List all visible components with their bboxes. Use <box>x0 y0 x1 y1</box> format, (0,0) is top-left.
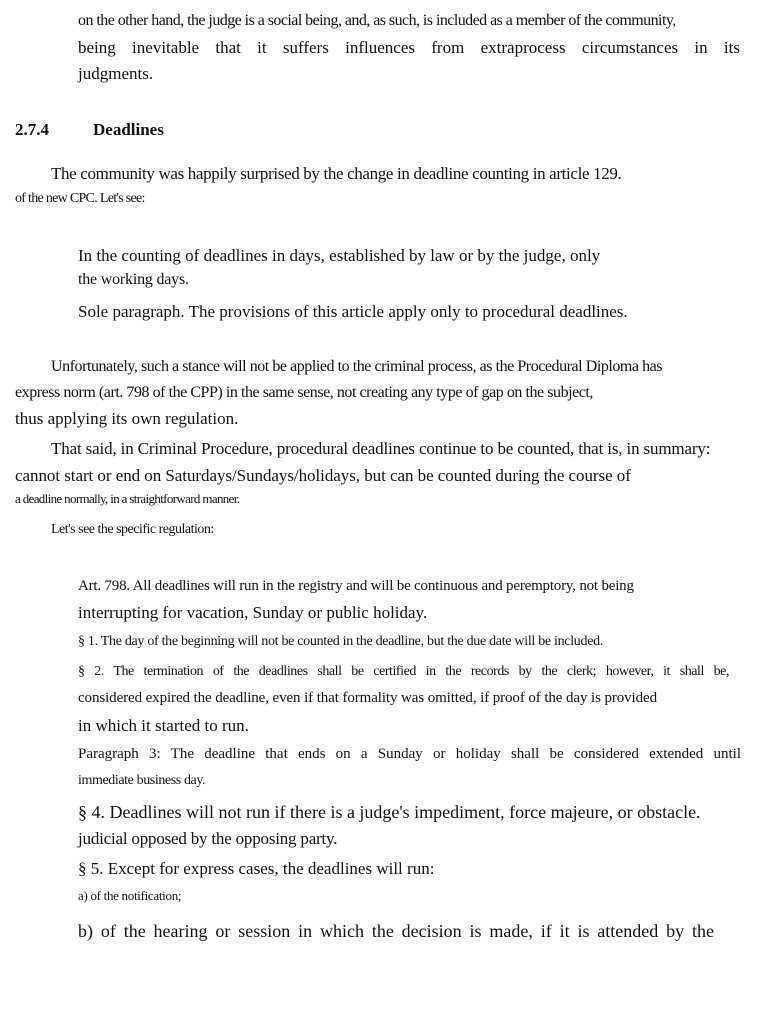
article-line-7: Paragraph 3: The deadline that ends on a Sunday or holiday shall be considered extended until <box>78 746 741 762</box>
section-number: 2.7.4 <box>15 120 49 139</box>
article-line-3: § 1. The day of the beginning will not be counted in the deadline, but the due date will be included. <box>78 634 604 649</box>
para1-line-1: The community was happily surprised by the change in deadline counting in article 129. <box>51 164 622 183</box>
article-line-5: considered expired the deadline, even if that formality was omitted, if proof of the day is provided <box>78 690 657 706</box>
article-line-10: judicial opposed by the opposing party. <box>78 829 338 848</box>
quote1-line-3: Sole paragraph. The provisions of this article apply only to procedural deadlines. <box>78 302 628 321</box>
para2-line-3: thus applying its own regulation. <box>15 409 239 428</box>
para2-line-1: Unfortunately, such a stance will not be applied to the criminal process, as the Procedural Diploma has <box>51 358 663 375</box>
para4-line-1: Let's see the specific regulation: <box>51 522 214 537</box>
article-line-12: a) of the notification; <box>78 888 182 903</box>
para3-line-1: That said, in Criminal Procedure, procedural deadlines continue to be counted, that is, in summary: <box>51 439 711 458</box>
para3-line-3: a deadline normally, in a straightforward manner. <box>15 491 240 506</box>
intro-line-2: being inevitable that it suffers influences from extraprocess circumstances in its <box>78 38 740 57</box>
intro-line-3: judgments. <box>78 64 154 83</box>
article-line-9: § 4. Deadlines will not run if there is a judge's impediment, force majeure, or obstacle. <box>78 802 701 822</box>
article-line-8: immediate business day. <box>78 773 206 788</box>
intro-line-1: on the other hand, the judge is a social being, and, as such, is included as a member of the community, <box>78 12 676 29</box>
article-line-4: § 2. The termination of the deadlines shall be certified in the records by the clerk; however, it shall be, <box>78 664 729 679</box>
para3-line-2: cannot start or end on Saturdays/Sundays/holidays, but can be counted during the course of <box>15 466 631 485</box>
para2-line-2: express norm (art. 798 of the CPP) in the same sense, not creating any type of gap on the subject, <box>15 384 593 401</box>
section-title: Deadlines <box>93 120 164 139</box>
article-line-13: b) of the hearing or session in which the decision is made, if it is attended by the <box>78 921 714 941</box>
article-line-6: in which it started to run. <box>78 716 249 735</box>
article-line-1: Art. 798. All deadlines will run in the registry and will be continuous and peremptory, not being <box>78 578 634 594</box>
quote1-line-2: the working days. <box>78 271 189 288</box>
para1-line-2: of the new CPC. Let's see: <box>15 191 145 206</box>
article-line-11: § 5. Except for express cases, the deadlines will run: <box>78 859 435 878</box>
article-line-2: interrupting for vacation, Sunday or public holiday. <box>78 603 428 622</box>
quote1-line-1: In the counting of deadlines in days, established by law or by the judge, only <box>78 246 601 265</box>
